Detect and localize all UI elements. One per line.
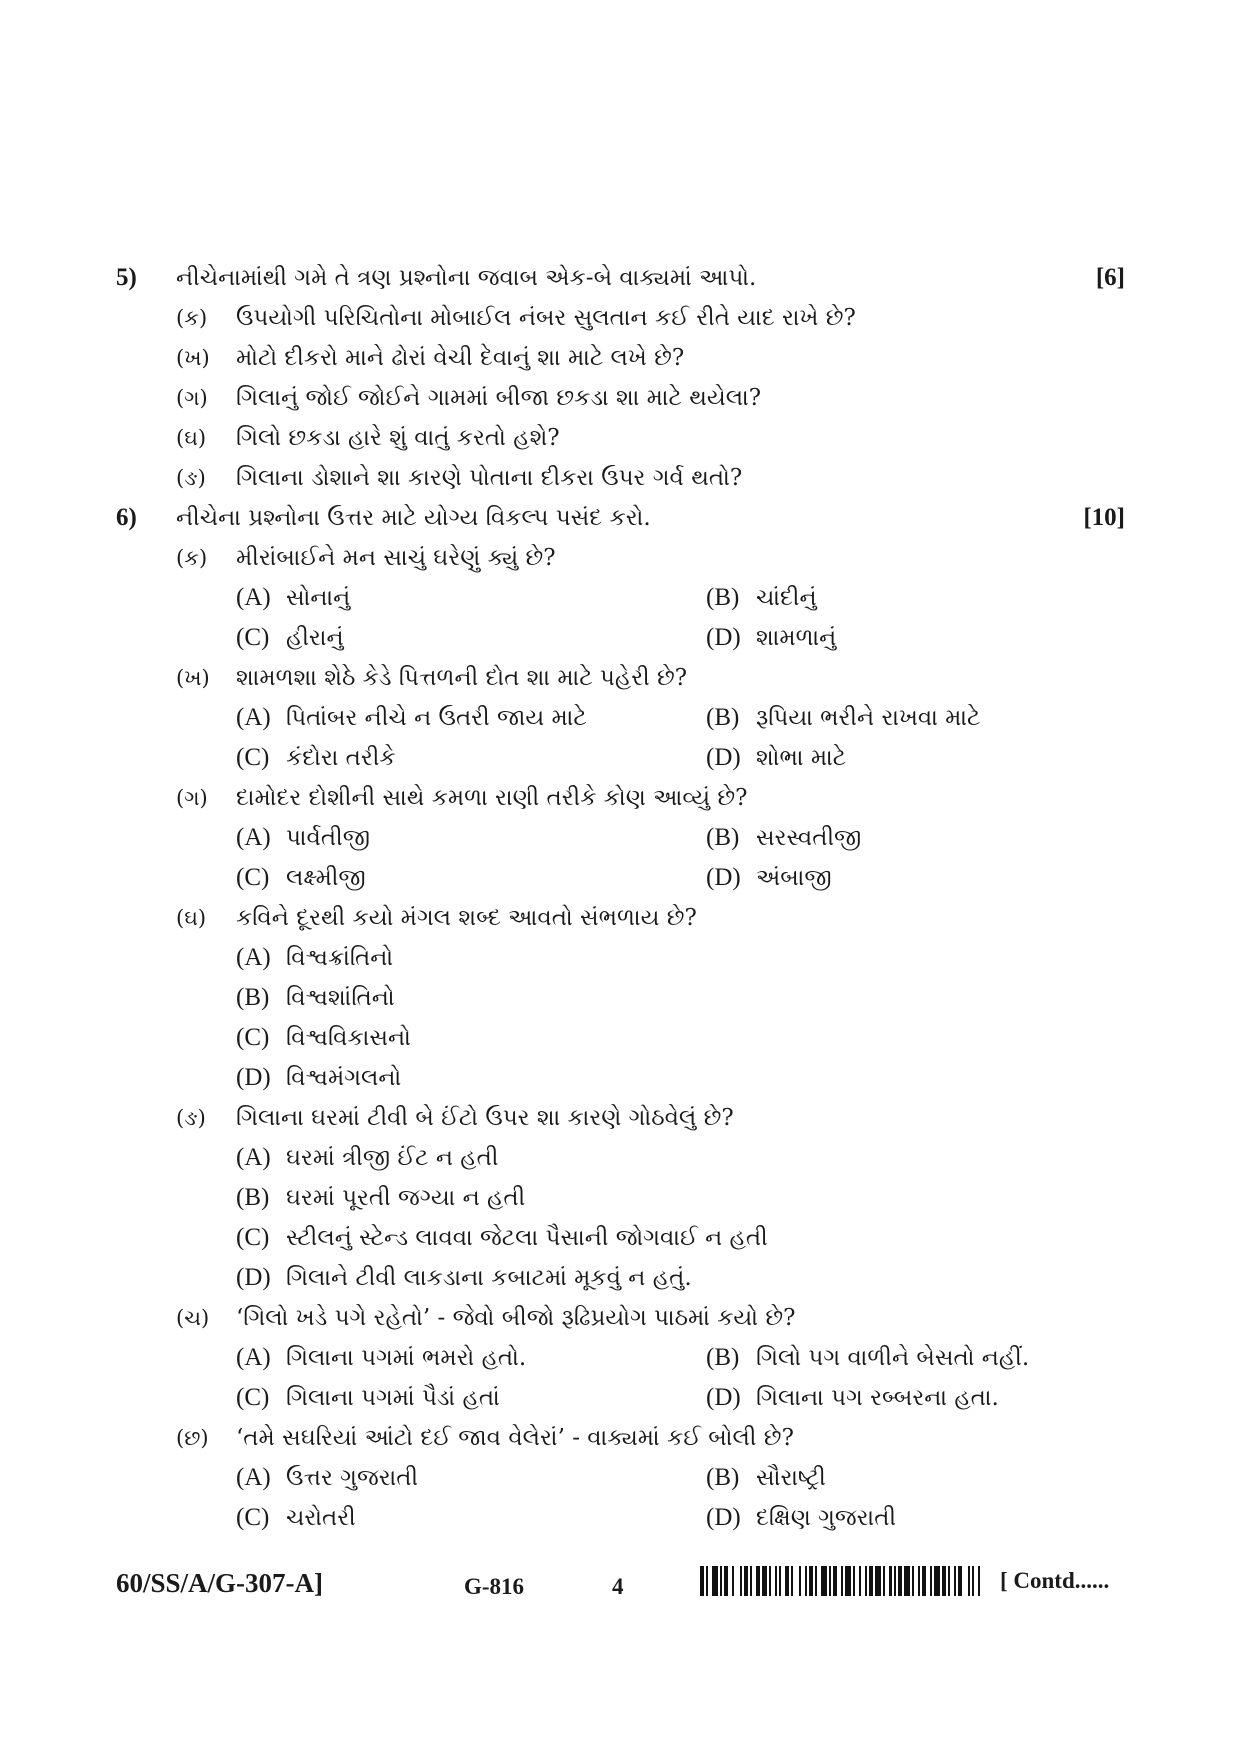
option-text: ગિલાના પગમાં પૈડાં હતાં xyxy=(286,1385,500,1411)
option-text: ગિલાના પગમાં ભમરો હતો. xyxy=(286,1345,527,1371)
option-letter: (C) xyxy=(236,1024,270,1051)
option xyxy=(236,1018,411,1058)
sub-question-text: કવિને દૂરથી કયો મંગલ શબ્દ આવતો સંભળાય છે? xyxy=(236,905,697,931)
option-text: રૂપિયા ભરીને રાખવા માટે xyxy=(756,705,981,731)
option-row xyxy=(0,1498,1240,1538)
sub-question-text: ગિલો છકડા હારે શું વાતું કરતો હશે? xyxy=(236,425,560,451)
sub-question-label: (ઘ) xyxy=(176,906,207,930)
sub-question-label: (ગ) xyxy=(176,786,208,810)
option-letter: (D) xyxy=(706,744,741,771)
option-row xyxy=(0,858,1240,898)
sub-question-text: ગિલાના ઘરમાં ટીવી બે ઈંટો ઉપર શા કારણે ગોઠવેલું છે? xyxy=(236,1105,734,1131)
sub-question-label: (છ) xyxy=(176,1426,209,1450)
option-letter: (A) xyxy=(236,1144,271,1171)
option-text: દક્ષિણ ગુજરાતી xyxy=(756,1505,897,1531)
sub-question xyxy=(0,1098,1240,1138)
sub-question-text: ‘તમે સઘરિયાં આંટો દઈ જાવ વેલેરાં’ - વાક્યમાં કઈ બોલી છે? xyxy=(236,1425,794,1451)
option xyxy=(236,1338,526,1378)
option-letter: (C) xyxy=(236,624,270,651)
option-text: પિતાંબર નીચે ન ઉતરી જાય માટે xyxy=(286,705,587,731)
sub-question-text: ગિલાનું જોઈ જોઈને ગામમાં બીજા છકડા શા માટે થયેલા? xyxy=(236,385,762,411)
sub-question xyxy=(0,458,1240,498)
option xyxy=(236,1378,500,1418)
option-text: સરસ્વતીજી xyxy=(756,825,862,851)
option xyxy=(236,1138,499,1178)
option xyxy=(236,978,395,1018)
option-letter: (B) xyxy=(236,1184,270,1211)
option-text: ગિલાને ટીવી લાકડાના કબાટમાં મૂકવું ન હતું. xyxy=(286,1265,692,1291)
question-6-header xyxy=(0,498,1240,538)
option-text: વિશ્વશાંતિનો xyxy=(286,985,395,1011)
option-row xyxy=(0,1258,1240,1298)
option-letter: (A) xyxy=(236,584,271,611)
option-text: ઘરમાં ત્રીજી ઈંટ ન હતી xyxy=(286,1145,499,1171)
option-row xyxy=(0,1018,1240,1058)
option-letter: (D) xyxy=(706,864,741,891)
option-text: સોનાનું xyxy=(286,585,351,611)
option xyxy=(236,1258,692,1298)
option-text: શામળાનું xyxy=(756,625,837,651)
option-letter: (B) xyxy=(706,584,740,611)
question-5-header xyxy=(0,258,1240,298)
option xyxy=(236,938,393,978)
option-letter: (B) xyxy=(706,1464,740,1491)
option xyxy=(706,698,980,738)
question-number: 5) xyxy=(116,264,137,291)
option-letter: (B) xyxy=(236,984,270,1011)
option xyxy=(236,1458,418,1498)
option xyxy=(236,1058,401,1098)
option xyxy=(706,1338,1029,1378)
option-text: અંબાજી xyxy=(756,865,832,891)
sub-question-label: (ઙ) xyxy=(176,1106,206,1130)
option-text: સૌરાષ્ટ્રી xyxy=(756,1465,826,1491)
option xyxy=(236,698,587,738)
option-letter: (D) xyxy=(236,1064,271,1091)
option xyxy=(236,1218,768,1258)
option-row xyxy=(0,818,1240,858)
sub-question-label: (ખ) xyxy=(176,666,210,690)
option-row xyxy=(0,618,1240,658)
option-text: વિશ્વક્રાંતિનો xyxy=(286,945,394,971)
option-text: ગિલાના પગ રબ્બરના હતા. xyxy=(756,1385,999,1411)
option-text: વિશ્વમંગલનો xyxy=(286,1065,402,1091)
sub-question xyxy=(0,778,1240,818)
option-row xyxy=(0,1178,1240,1218)
option-row xyxy=(0,738,1240,778)
option-letter: (B) xyxy=(706,704,740,731)
question-number: 6) xyxy=(116,504,137,531)
option xyxy=(706,578,817,618)
sub-question-label: (ક) xyxy=(176,306,208,330)
option-letter: (B) xyxy=(706,824,740,851)
sub-question-text: મીરાંબાઈને મન સાચું ઘરેણું ક્યું છે? xyxy=(236,545,556,571)
barcode xyxy=(700,1566,984,1596)
option xyxy=(236,1498,356,1538)
option xyxy=(236,618,344,658)
paper-code: 60/SS/A/G-307-A] xyxy=(116,1568,324,1598)
option-text: સ્ટીલનું સ્ટેન્ડ લાવવા જેટલા પૈસાની જોગવાઈ ન હતી xyxy=(286,1225,768,1251)
option-text: ગિલો પગ વાળીને બેસતો નહીં. xyxy=(756,1345,1030,1371)
option-letter: (C) xyxy=(236,1384,270,1411)
option-row xyxy=(0,978,1240,1018)
question-text: નીચેના પ્રશ્નોના ઉત્તર માટે યોગ્ય વિકલ્પ પસંદ કરો. xyxy=(176,505,651,531)
sub-question xyxy=(0,338,1240,378)
sub-question-label: (ગ) xyxy=(176,386,208,410)
option-text: લક્ષ્મીજી xyxy=(286,865,366,891)
option-letter: (D) xyxy=(236,1264,271,1291)
continued-label: [ Contd...... xyxy=(1000,1568,1110,1593)
option xyxy=(706,1378,999,1418)
option xyxy=(706,1458,826,1498)
sub-question xyxy=(0,538,1240,578)
option-row xyxy=(0,1138,1240,1178)
option-row xyxy=(0,1378,1240,1418)
option-text: ચાંદીનું xyxy=(756,585,817,611)
sub-question-label: (ક) xyxy=(176,546,208,570)
option-row xyxy=(0,938,1240,978)
option-letter: (A) xyxy=(236,824,271,851)
option-letter: (C) xyxy=(236,1504,270,1531)
sub-question xyxy=(0,1418,1240,1458)
option-text: ઉત્તર ગુજરાતી xyxy=(286,1465,419,1491)
option-row xyxy=(0,1218,1240,1258)
sub-question-label: (ઘ) xyxy=(176,426,207,450)
option-letter: (D) xyxy=(706,1504,741,1531)
option-letter: (C) xyxy=(236,1224,270,1251)
sub-question-label: (ખ) xyxy=(176,346,210,370)
option xyxy=(236,578,350,618)
barcode-bar xyxy=(980,1566,984,1596)
sub-question-label: (ઙ) xyxy=(176,466,206,490)
option xyxy=(706,618,836,658)
option xyxy=(706,858,832,898)
option xyxy=(236,738,396,778)
option-letter: (A) xyxy=(236,704,271,731)
sub-question xyxy=(0,298,1240,338)
option-letter: (A) xyxy=(236,944,271,971)
option xyxy=(706,1498,896,1538)
option-row xyxy=(0,1458,1240,1498)
paper-number: G-816 xyxy=(464,1574,525,1599)
option-letter: (A) xyxy=(236,1464,271,1491)
sub-question xyxy=(0,658,1240,698)
option-row xyxy=(0,1338,1240,1378)
option-row xyxy=(0,1058,1240,1098)
question-marks: [6] xyxy=(1095,264,1125,291)
option-letter: (C) xyxy=(236,864,270,891)
question-text: નીચેનામાંથી ગમે તે ત્રણ પ્રશ્નોના જવાબ એક-બે વાક્યમાં આપો. xyxy=(176,265,757,291)
option-text: ઘરમાં પૂરતી જગ્યા ન હતી xyxy=(286,1185,526,1211)
option xyxy=(236,858,366,898)
sub-question xyxy=(0,378,1240,418)
sub-question-text: દામોદર દોશીની સાથે કમળા રાણી તરીકે કોણ આવ્યું છે? xyxy=(236,785,748,811)
sub-question-text: ગિલાના ડોશાને શા કારણે પોતાના દીકરા ઉપર ગર્વ થતો? xyxy=(236,465,743,491)
page-footer xyxy=(0,1558,1240,1608)
option-text: શોભા માટે xyxy=(756,745,847,771)
sub-question-text: ઉપયોગી પરિચિતોના મોબાઈલ નંબર સુલતાન કઈ રીતે યાદ રાખે છે? xyxy=(236,305,856,331)
option-text: વિશ્વવિકાસનો xyxy=(286,1025,411,1051)
page-number: 4 xyxy=(612,1574,624,1599)
sub-question-text: ‘ગિલો ખડે પગે રહેતો’ - જેવો બીજો રૂઢિપ્રયોગ પાઠમાં કયો છે? xyxy=(236,1305,796,1331)
option-row xyxy=(0,578,1240,618)
question-marks: [10] xyxy=(1083,504,1125,531)
option-letter: (D) xyxy=(706,1384,741,1411)
option xyxy=(236,818,370,858)
option-letter: (B) xyxy=(706,1344,740,1371)
sub-question-text: શામળશા શેઠે કેડે પિત્તળની દોત શા માટે પહેરી છે? xyxy=(236,665,688,691)
sub-question xyxy=(0,418,1240,458)
option-row xyxy=(0,698,1240,738)
option-text: કંદોરા તરીકે xyxy=(286,745,396,771)
option xyxy=(236,1178,525,1218)
option xyxy=(706,738,846,778)
option-letter: (D) xyxy=(706,624,741,651)
option xyxy=(706,818,861,858)
sub-question xyxy=(0,898,1240,938)
sub-question-label: (ચ) xyxy=(176,1306,210,1330)
option-letter: (C) xyxy=(236,744,270,771)
sub-question-text: મોટો દીકરો માને ઢોરાં વેચી દેવાનું શા માટે લખે છે? xyxy=(236,345,685,371)
option-text: હીરાનું xyxy=(286,625,344,651)
sub-question xyxy=(0,1298,1240,1338)
option-letter: (A) xyxy=(236,1344,271,1371)
option-text: ચરોતરી xyxy=(286,1505,356,1531)
option-text: પાર્વતીજી xyxy=(286,825,370,851)
